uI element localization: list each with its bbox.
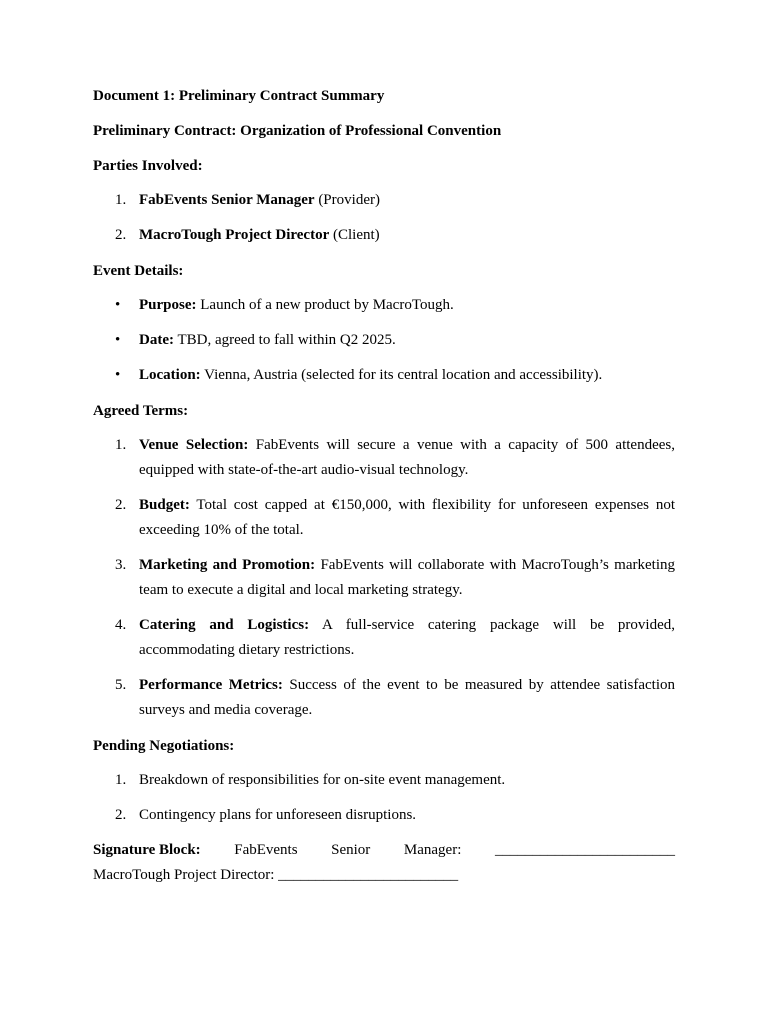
list-number: 2. [115,807,127,823]
list-number: 4. [115,617,127,633]
detail-value: Vienna, Austria (selected for its central location and accessibility). [200,367,603,383]
event-details-heading: Event Details: [93,263,184,279]
party-role: (Provider) [314,192,380,208]
contract-subtitle: Preliminary Contract: Organization of Professional Convention [93,123,502,139]
detail-label: Purpose: [139,297,197,313]
document-title: Document 1: Preliminary Contract Summary [93,88,385,104]
list-number: 1. [115,192,127,208]
bullet-icon: • [115,332,121,348]
pending-negotiations-heading: Pending Negotiations: [93,738,235,754]
term-text: Total cost capped at €150,000, with flexibility for unforeseen expenses not exceeding 10% of the total. [139,497,675,538]
term-label: Catering and Logistics: [139,617,310,633]
pending-text: Breakdown of responsibilities for on-site event management. [139,772,506,788]
signature-label: Signature Block: [93,842,201,858]
term-label: Budget: [139,497,190,513]
signature-word: Senior [331,842,371,858]
agreed-terms-heading: Agreed Terms: [93,403,189,419]
bullet-icon: • [115,297,121,313]
list-number: 2. [115,227,127,243]
party-role: (Client) [329,227,380,243]
term-text: FabEvents will collaborate with MacroTough’s marketing team to execute a digital and local marketing strategy. [139,557,675,598]
detail-label: Date: [139,332,174,348]
provider-signature-line: ________________________ [494,842,675,858]
signature-block [93,838,675,888]
list-number: 2. [115,497,127,513]
parties-heading: Parties Involved: [93,158,203,174]
list-number: 3. [115,557,127,573]
term-text: A full-service catering package will be provided, accommodating dietary restrictions. [139,617,675,658]
term-text: FabEvents will secure a venue with a capacity of 500 attendees, equipped with state-of-the-art audio-visual technology. [139,437,675,478]
party-name: FabEvents Senior Manager [139,192,315,208]
signature-word: Manager: [403,842,462,858]
term-text: Success of the event to be measured by attendee satisfaction surveys and media coverage. [139,677,675,718]
term-label: Performance Metrics: [139,677,283,693]
bullet-icon: • [115,367,121,383]
list-number: 5. [115,677,127,693]
pending-text: Contingency plans for unforeseen disruptions. [139,807,417,823]
detail-value: TBD, agreed to fall within Q2 2025. [173,332,396,348]
detail-label: Location: [139,367,201,383]
list-number: 1. [115,437,127,453]
party-name: MacroTough Project Director [139,227,330,243]
term-label: Venue Selection: [139,437,249,453]
list-number: 1. [115,772,127,788]
term-label: Marketing and Promotion: [139,557,316,573]
detail-value: Launch of a new product by MacroTough. [196,297,454,313]
signature-word: FabEvents [234,842,298,858]
client-signature-line: MacroTough Project Director: ________________________ [93,867,459,883]
